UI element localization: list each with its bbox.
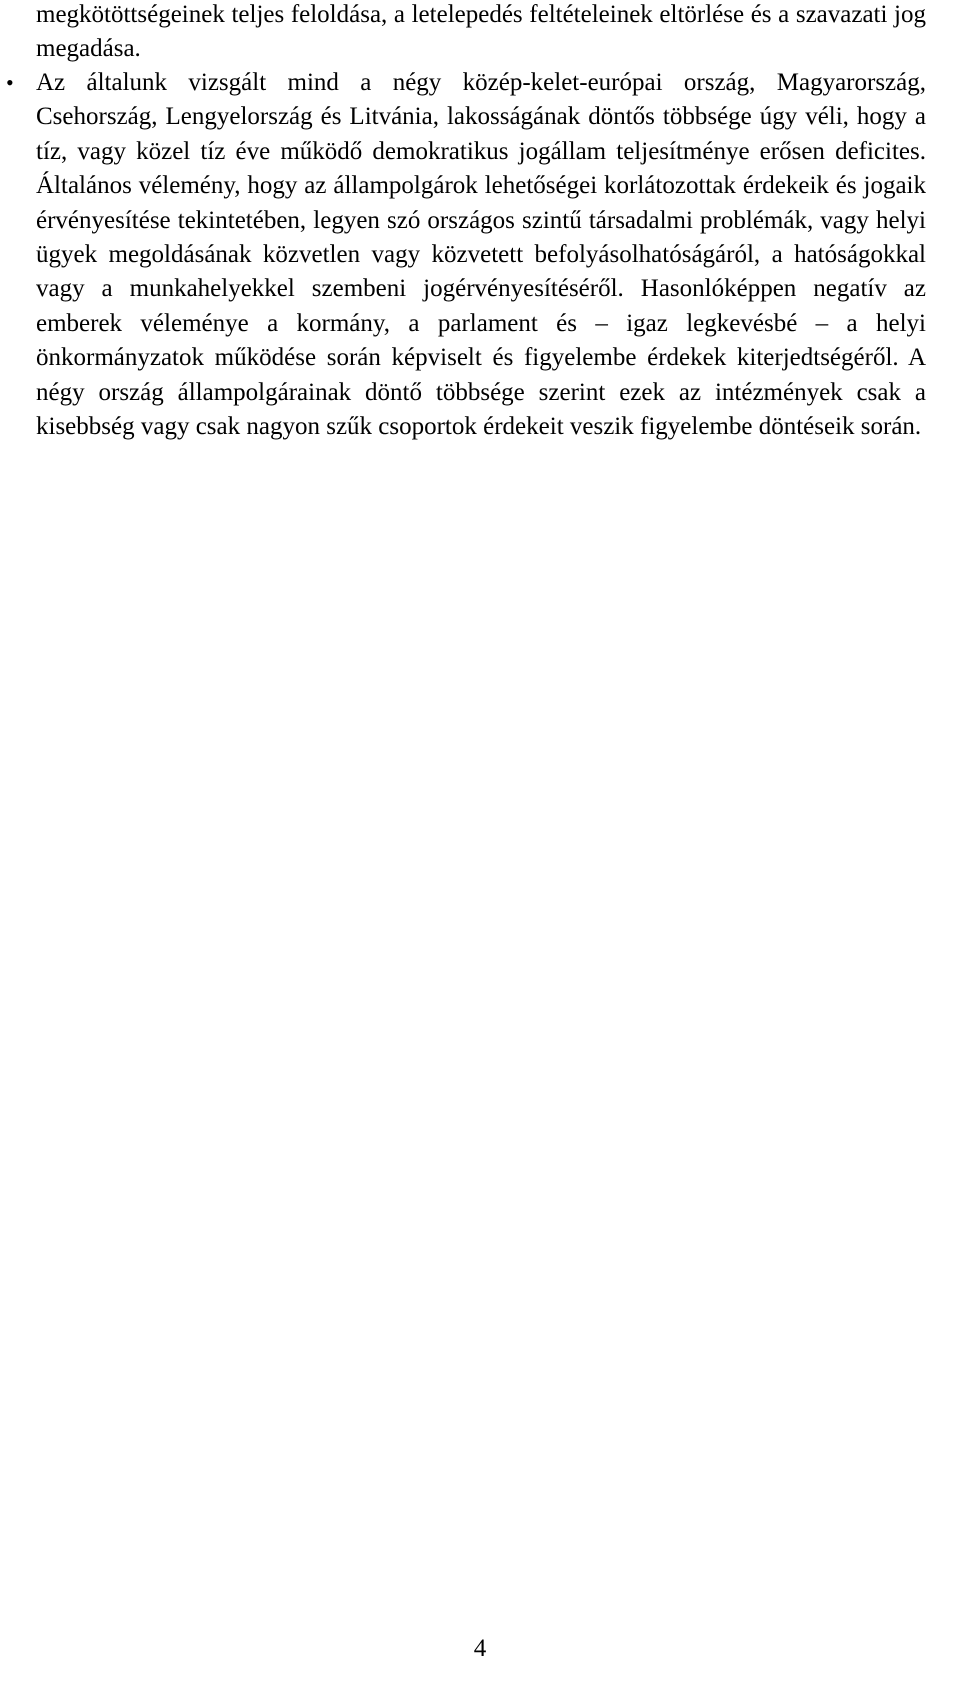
bullet-icon: • — [6, 70, 14, 95]
bullet-list-item — [6, 66, 926, 444]
bullet-paragraph: Az általunk vizsgált mind a négy közép-kelet-európai ország, Magyarország, Csehország, Lengyelország és Litvánia, lakosságának döntős többsége úgy véli, hogy a tíz, vagy közel tíz éve működő demokratikus jogállam teljesítménye erősen deficites. Általános vélemény, hogy az állampolgárok lehetőségei korlátozottak érdekeik és jogaik érvényesítése tekintetében, legyen szó országos szintű társadalmi problémák, vagy helyi ügyek megoldásának közvetlen vagy közvetett befolyásolhatóságáról, a hatóságokkal vagy a munkahelyekkel szembeni jogérvényesítéséről. Hasonlóképpen negatív az emberek véleménye a kormány, a parlament és – igaz legkevésbé – a helyi önkormányzatok működése során képviselt és figyelembe érdekek kiterjedtségéről. A négy ország állampolgárainak döntő többsége szerint ezek az intézmények csak a kisebbség vagy csak nagyon szűk csoportok érdekeit veszik figyelembe döntéseik során. — [36, 69, 926, 441]
page-number: 4 — [473, 1635, 487, 1662]
continuation-paragraph: megkötöttségeinek teljes feloldása, a letelepedés feltételeinek eltörlése és a szavazati jog megadása. — [36, 1, 926, 63]
